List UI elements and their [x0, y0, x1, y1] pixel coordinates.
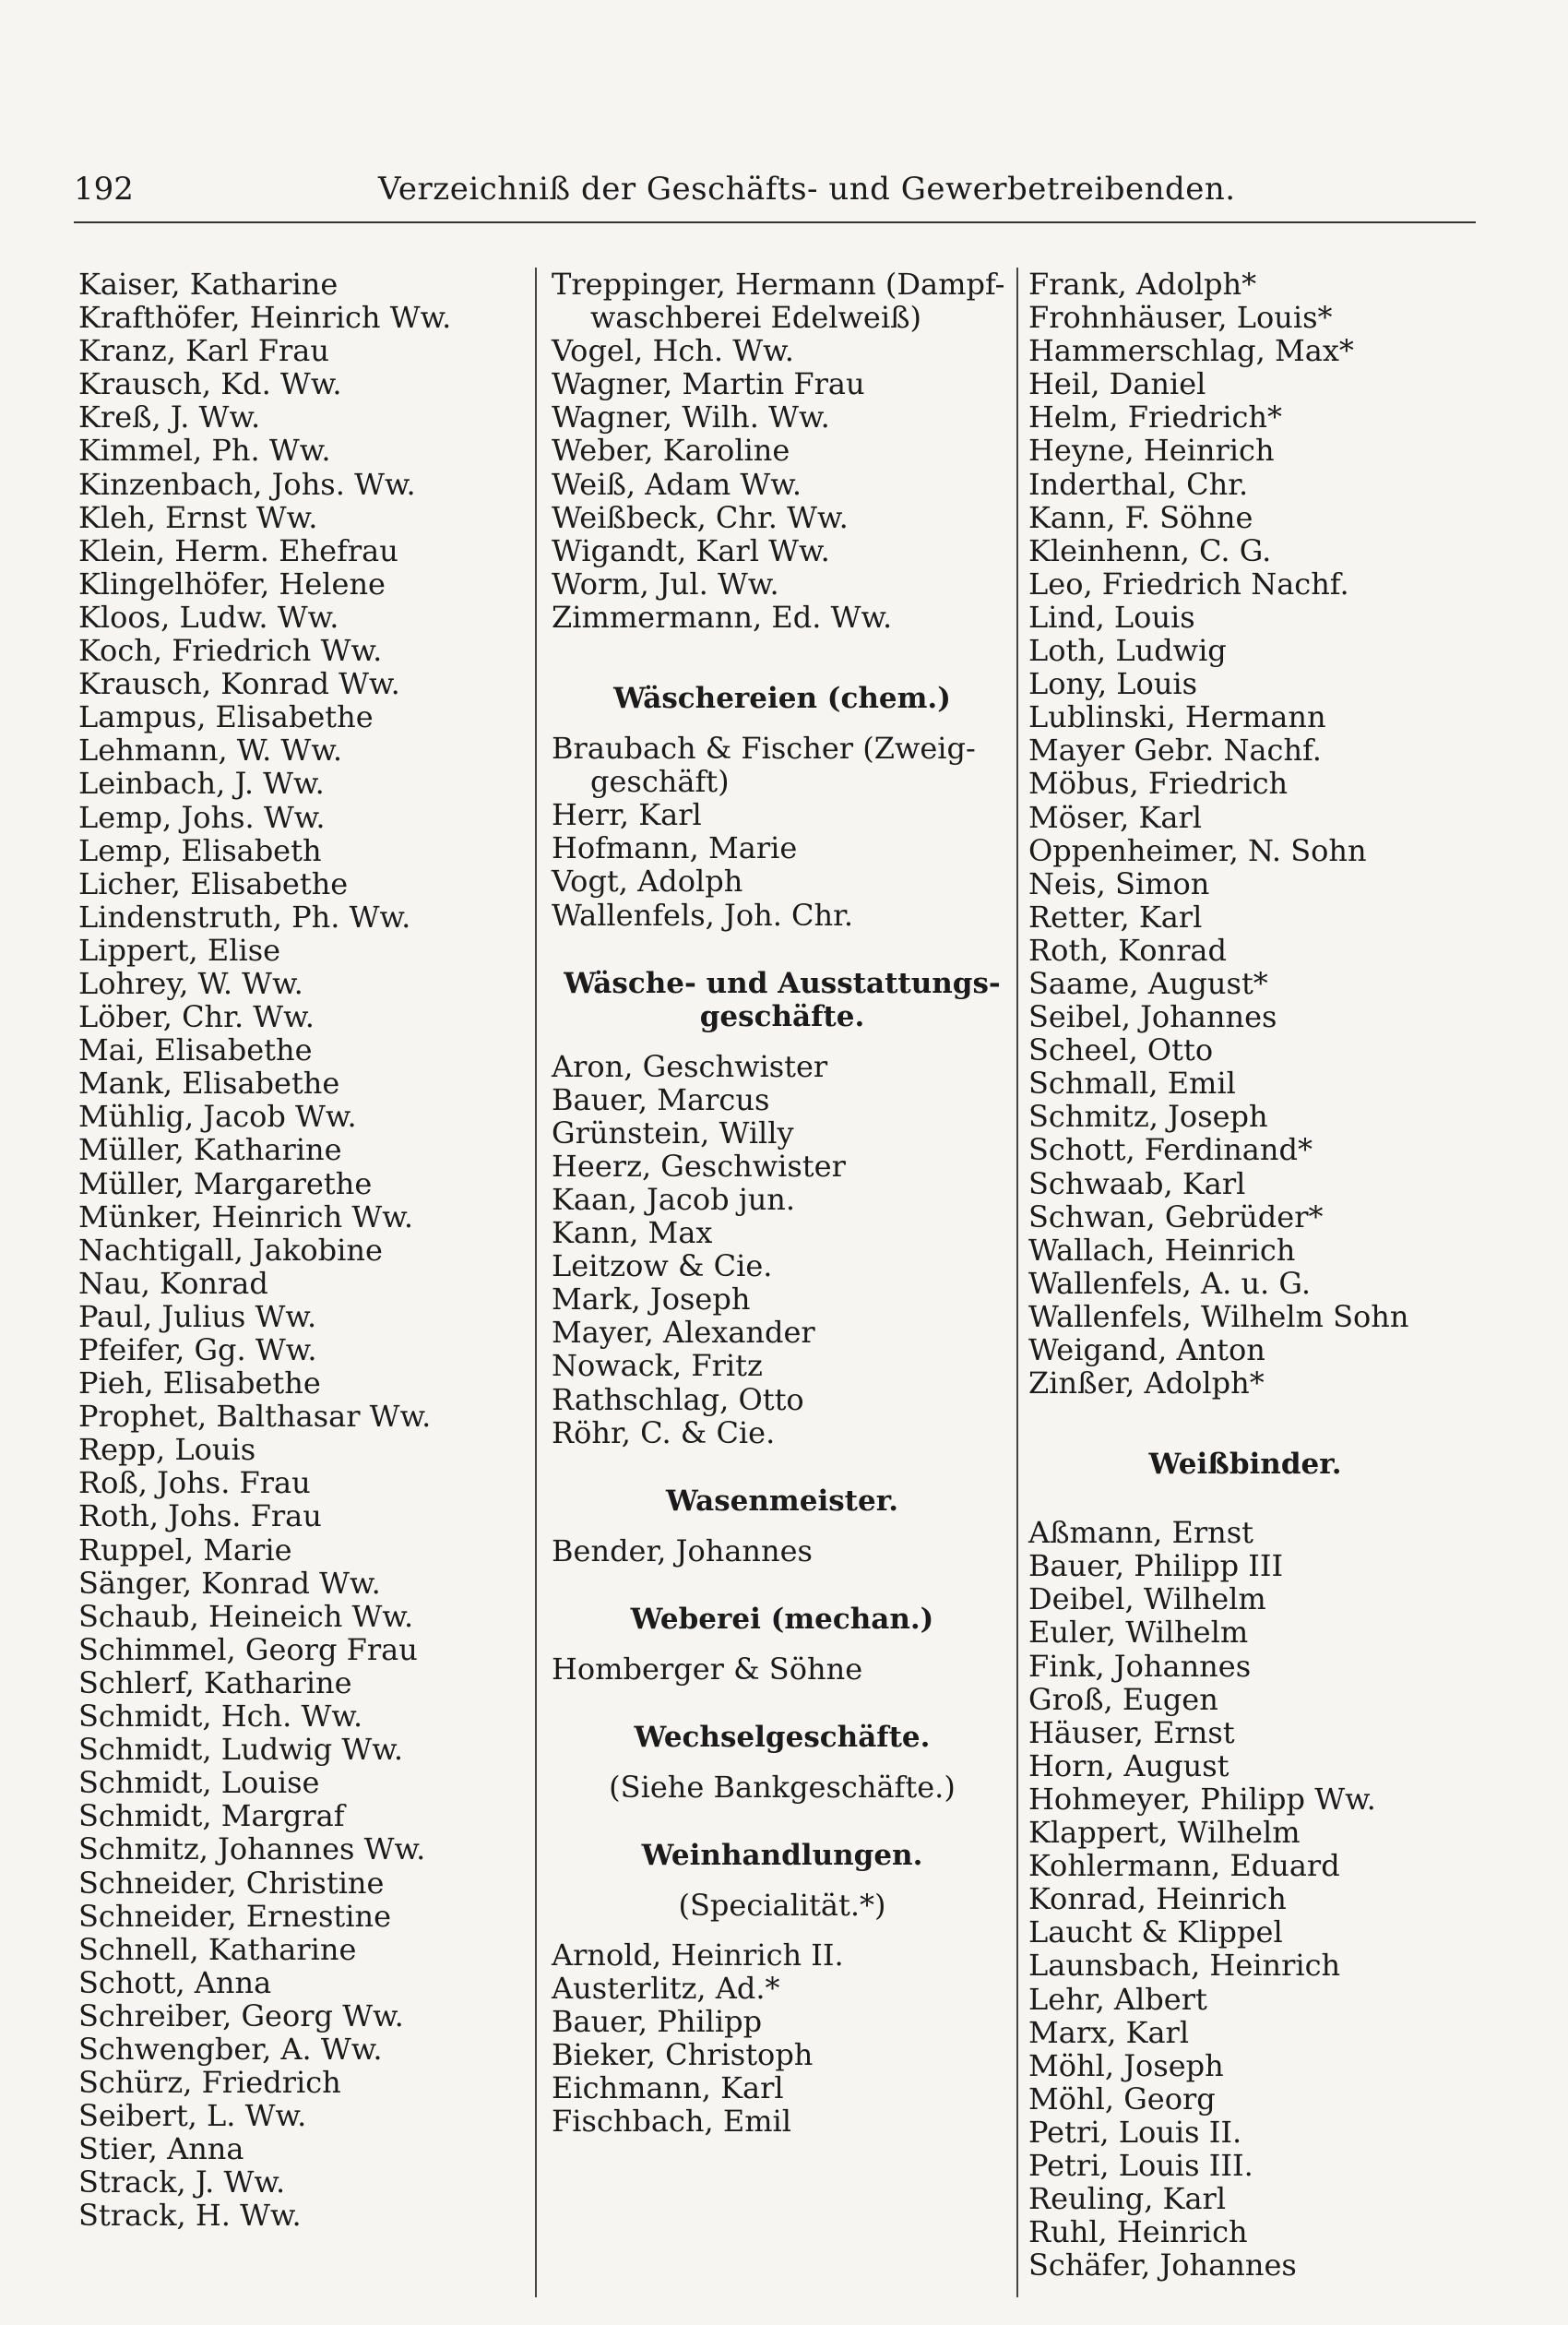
list-item: Mai, Elisabethe	[78, 1032, 313, 1068]
list-item: Möbus, Friedrich	[1028, 766, 1289, 802]
section-heading: Wäsche- und Ausstattungs-	[564, 966, 1001, 1000]
list-item: Roth, Johs. Frau	[78, 1498, 322, 1534]
list-item: Krausch, Kd. Ww.	[78, 366, 342, 402]
list-item: Stier, Anna	[78, 2131, 244, 2167]
list-item: Schmidt, Ludwig Ww.	[78, 1732, 403, 1768]
list-item: Wallenfels, Wilhelm Sohn	[1028, 1298, 1409, 1334]
list-item: Möser, Karl	[1028, 799, 1203, 835]
section-heading: Weißbinder.	[1148, 1448, 1342, 1482]
list-item: Bender, Johannes	[552, 1532, 813, 1568]
list-item: Ruppel, Marie	[78, 1532, 292, 1568]
list-item: Weigand, Anton	[1028, 1332, 1265, 1367]
list-item: Prophet, Balthasar Ww.	[78, 1399, 432, 1435]
list-item: Heil, Daniel	[1028, 366, 1206, 402]
list-item: Aron, Geschwister	[552, 1048, 828, 1084]
list-item: Kohlermann, Eduard	[1028, 1848, 1340, 1884]
column-1	[78, 268, 521, 2233]
list-item: Heyne, Heinrich	[1028, 433, 1275, 469]
list-item: Schürz, Friedrich	[78, 2065, 341, 2101]
column-divider	[535, 268, 537, 2297]
section-heading: Wäschereien (chem.)	[613, 682, 951, 716]
list-item: Loth, Ludwig	[1028, 633, 1227, 669]
list-item: Lony, Louis	[1028, 666, 1198, 702]
list-item: Lemp, Elisabeth	[78, 832, 322, 868]
list-item: Leo, Friedrich Nachf.	[1028, 566, 1349, 602]
list-item: Klein, Herm. Ehefrau	[78, 532, 398, 568]
list-item: Horn, August	[1028, 1747, 1229, 1783]
entry-list	[552, 732, 1013, 932]
list-item: Schmitz, Joseph	[1028, 1099, 1268, 1135]
list-item: Wigandt, Karl Ww.	[552, 532, 830, 568]
list-item: Lublinski, Hermann	[1028, 699, 1326, 735]
list-item: Herr, Karl	[552, 797, 702, 833]
list-item: Scheel, Otto	[1028, 1032, 1214, 1068]
list-item: Kaiser, Katharine	[78, 267, 339, 302]
list-item: Frohnhäuser, Louis*	[1028, 300, 1333, 336]
list-item: Saame, August*	[1028, 965, 1268, 1001]
list-item: Krausch, Konrad Ww.	[78, 666, 400, 702]
list-item: Wallach, Heinrich	[1028, 1232, 1296, 1268]
list-item: Röhr, C. & Cie.	[552, 1414, 776, 1450]
list-item: Helm, Friedrich*	[1028, 399, 1282, 435]
list-item: Bauer, Philipp III	[1028, 1548, 1284, 1584]
list-item: Pfeifer, Gg. Ww.	[78, 1332, 317, 1367]
list-item: Zinßer, Adolph*	[1028, 1365, 1265, 1401]
list-item: Schmidt, Louise	[78, 1765, 320, 1801]
list-item: Nowack, Fritz	[552, 1348, 763, 1384]
list-item: Schwengber, A. Ww.	[78, 2031, 383, 2067]
list-item: Lippert, Elise	[78, 932, 281, 968]
list-item: Bauer, Philipp	[552, 2004, 763, 2040]
list-item: Klingelhöfer, Helene	[78, 566, 386, 602]
list-item: Strack, J. Ww.	[78, 2164, 286, 2200]
list-item: Strack, H. Ww.	[78, 2198, 302, 2234]
section-note: (Siehe Bankgeschäfte.)	[609, 1769, 956, 1805]
entry-list	[552, 1050, 1013, 1449]
list-item: Wagner, Wilh. Ww.	[552, 399, 830, 435]
list-item: Deibel, Wilhelm	[1028, 1581, 1266, 1617]
list-item: Austerlitz, Ad.*	[552, 1971, 780, 2006]
list-item: Hammerschlag, Max*	[1028, 333, 1354, 369]
list-item: Retter, Karl	[1028, 899, 1203, 935]
list-item: Konrad, Heinrich	[1028, 1881, 1287, 1917]
list-item: Neis, Simon	[1028, 865, 1210, 901]
list-item: Lind, Louis	[1028, 599, 1195, 635]
list-item: Seibert, L. Ww.	[78, 2098, 307, 2134]
list-item: Mayer Gebr. Nachf.	[1028, 733, 1322, 769]
list-item: geschäft)	[590, 764, 730, 800]
list-item: Nachtigall, Jakobine	[78, 1232, 383, 1268]
section-heading: Weinhandlungen.	[641, 1838, 923, 1872]
list-item: Lampus, Elisabethe	[78, 699, 374, 735]
list-item: Heerz, Geschwister	[552, 1148, 846, 1184]
running-title: Verzeichniß der Geschäfts- und Gewerbetreibenden.	[378, 171, 1236, 208]
list-item: Roth, Konrad	[1028, 932, 1227, 968]
list-item: Lehr, Albert	[1028, 1981, 1207, 2017]
section-heading: Weberei (mechan.)	[630, 1602, 934, 1636]
list-item: Schäfer, Johannes	[1028, 2248, 1297, 2283]
list-item: Rathschlag, Otto	[552, 1381, 804, 1417]
list-item: Kann, Max	[552, 1215, 713, 1251]
list-item: Fink, Johannes	[1028, 1648, 1252, 1684]
list-item: Lohrey, W. Ww.	[78, 965, 303, 1001]
list-item: Leinbach, J. Ww.	[78, 766, 325, 802]
page-header	[74, 171, 1476, 217]
list-item: Lemp, Johs. Ww.	[78, 799, 326, 835]
list-item: Pieh, Elisabethe	[78, 1365, 321, 1401]
list-item: Mühlig, Jacob Ww.	[78, 1099, 357, 1135]
list-item: Sänger, Konrad Ww.	[78, 1565, 381, 1601]
section-note: (Specialität.*)	[678, 1887, 886, 1923]
list-item: Petri, Louis III.	[1028, 2147, 1253, 2183]
list-item: Wallenfels, A. u. G.	[1028, 1265, 1311, 1301]
section-heading: Wasenmeister.	[666, 1484, 898, 1518]
list-item: Mank, Elisabethe	[78, 1066, 340, 1102]
list-item: Kreß, J. Ww.	[78, 399, 261, 435]
list-item: Schnell, Katharine	[78, 1931, 357, 1967]
list-item: Schmidt, Margraf	[78, 1798, 345, 1834]
list-item: Kranz, Karl Frau	[78, 333, 329, 369]
entry-list	[552, 268, 1013, 634]
list-item: Koch, Friedrich Ww.	[78, 633, 383, 669]
list-item: Braubach & Fischer (Zweig-	[552, 731, 976, 767]
list-item: Kleh, Ernst Ww.	[78, 499, 318, 535]
list-item: Krafthöfer, Heinrich Ww.	[78, 300, 452, 336]
list-item: Weber, Karoline	[552, 433, 790, 469]
list-item: Schreiber, Georg Ww.	[78, 1997, 404, 2033]
column-3	[1028, 268, 1462, 2282]
entry-list	[552, 1652, 1013, 1686]
list-item: Nau, Konrad	[78, 1265, 268, 1301]
list-item: Schwan, Gebrüder*	[1028, 1198, 1324, 1234]
list-item: Wallenfels, Joh. Chr.	[552, 897, 854, 933]
list-item: Marx, Karl	[1028, 2014, 1190, 2050]
header-rule	[74, 221, 1476, 223]
list-item: Seibel, Johannes	[1028, 999, 1277, 1035]
list-item: Häuser, Ernst	[1028, 1714, 1235, 1750]
list-item: Schlerf, Katharine	[78, 1664, 352, 1700]
list-item: Mayer, Alexander	[552, 1315, 815, 1351]
list-item: Bauer, Marcus	[552, 1081, 770, 1117]
list-item: Arnold, Heinrich II.	[552, 1937, 844, 1973]
list-item: Fischbach, Emil	[552, 2104, 791, 2140]
list-item: Oppenheimer, N. Sohn	[1028, 832, 1367, 868]
list-item: Roß, Johs. Frau	[78, 1465, 311, 1501]
list-item: Klappert, Wilhelm	[1028, 1815, 1301, 1851]
list-item: Licher, Elisabethe	[78, 865, 349, 901]
list-item: Bieker, Christoph	[552, 2037, 814, 2073]
list-item: Schmall, Emil	[1028, 1066, 1236, 1102]
list-item: Schott, Anna	[78, 1964, 272, 2000]
list-item: Schneider, Christine	[78, 1865, 385, 1901]
list-item: Vogt, Adolph	[552, 864, 743, 900]
section-heading: Wechselgeschäfte.	[634, 1720, 931, 1754]
entry-list	[552, 1938, 1013, 2139]
list-item: Inderthal, Chr.	[1028, 466, 1249, 502]
list-item: Groß, Eugen	[1028, 1681, 1218, 1717]
list-item: Schimmel, Georg Frau	[78, 1631, 418, 1667]
list-item: Weißbeck, Chr. Ww.	[552, 499, 849, 535]
list-item: Lindenstruth, Ph. Ww.	[78, 899, 411, 935]
list-item: Schaub, Heineich Ww.	[78, 1598, 414, 1634]
list-item: Vogel, Hch. Ww.	[552, 333, 794, 369]
list-item: Mark, Joseph	[552, 1282, 751, 1318]
list-item: Möhl, Georg	[1028, 2081, 1216, 2116]
page-number: 192	[74, 171, 134, 208]
list-item: Hofmann, Marie	[552, 830, 798, 866]
list-item: Müller, Margarethe	[78, 1165, 373, 1201]
list-item: Schwaab, Karl	[1028, 1165, 1246, 1201]
list-item: Hohmeyer, Philipp Ww.	[1028, 1781, 1376, 1817]
list-item: Leitzow & Cie.	[552, 1248, 773, 1284]
list-item: Wagner, Martin Frau	[552, 366, 865, 402]
column-divider	[1016, 268, 1018, 2297]
list-item: Schott, Ferdinand*	[1028, 1132, 1313, 1168]
list-item: Schneider, Ernestine	[78, 1898, 392, 1934]
list-item: Kimmel, Ph. Ww.	[78, 433, 331, 469]
list-item: Lehmann, W. Ww.	[78, 733, 343, 769]
list-item: Worm, Jul. Ww.	[552, 566, 779, 602]
list-item: Petri, Louis II.	[1028, 2114, 1242, 2150]
list-item: Launsbach, Heinrich	[1028, 1948, 1341, 1984]
list-item: Schmitz, Johannes Ww.	[78, 1831, 426, 1867]
list-item: Möhl, Joseph	[1028, 2047, 1224, 2083]
list-item: Ruhl, Heinrich	[1028, 2214, 1248, 2250]
list-item: Kann, F. Söhne	[1028, 499, 1253, 535]
list-item: Kleinhenn, C. G.	[1028, 532, 1272, 568]
list-item: Grünstein, Willy	[552, 1115, 794, 1151]
list-item: Zimmermann, Ed. Ww.	[552, 599, 893, 635]
entry-list	[1028, 1516, 1462, 2282]
list-item: Reuling, Karl	[1028, 2181, 1227, 2217]
list-item: Paul, Julius Ww.	[78, 1298, 317, 1334]
list-item: Schmidt, Hch. Ww.	[78, 1699, 363, 1735]
list-item: Aßmann, Ernst	[1028, 1515, 1254, 1551]
list-item: Frank, Adolph*	[1028, 267, 1257, 302]
list-item: Kinzenbach, Johs. Ww.	[78, 466, 416, 502]
list-item: Laucht & Klippel	[1028, 1914, 1283, 1950]
list-item: Treppinger, Hermann (Dampf-	[552, 267, 1005, 302]
list-item: Müller, Katharine	[78, 1132, 342, 1168]
column-2	[552, 268, 1013, 2138]
list-item: Repp, Louis	[78, 1432, 256, 1468]
list-item: waschberei Edelweiß)	[590, 300, 921, 336]
entry-list	[1028, 268, 1462, 1400]
list-item: Weiß, Adam Ww.	[552, 466, 802, 502]
list-item: Eichmann, Karl	[552, 2070, 784, 2106]
list-item: Homberger & Söhne	[552, 1651, 863, 1687]
list-item: Münker, Heinrich Ww.	[78, 1198, 414, 1234]
entry-list	[552, 1534, 1013, 1568]
list-item: Euler, Wilhelm	[1028, 1615, 1249, 1651]
list-item: Löber, Chr. Ww.	[78, 999, 315, 1035]
list-item: Kaan, Jacob jun.	[552, 1181, 796, 1217]
section-heading: geschäfte.	[699, 999, 865, 1033]
list-item: Kloos, Ludw. Ww.	[78, 599, 339, 635]
